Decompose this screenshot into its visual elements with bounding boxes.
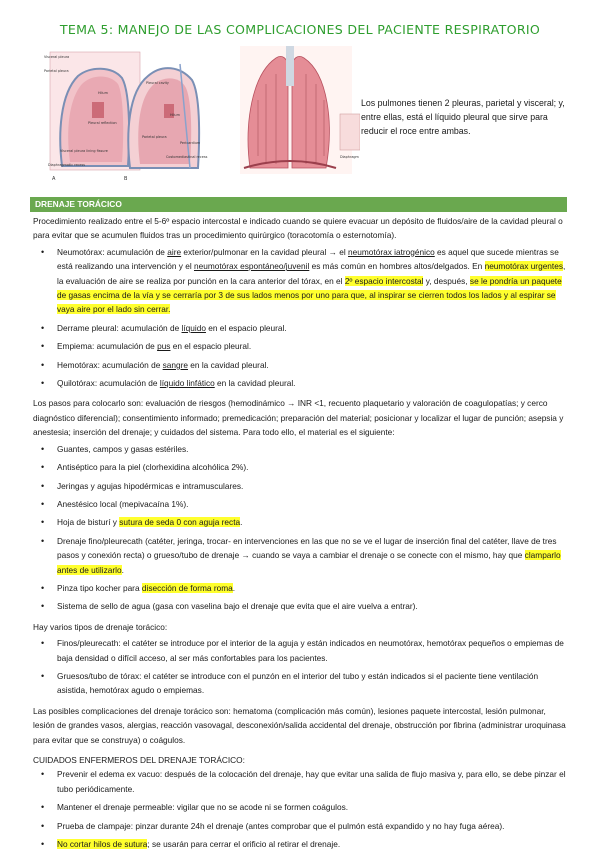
tipos-intro: Hay varios tipos de drenaje torácico:: [33, 621, 168, 632]
cuidado-item: • Mantener el drenaje permeable: vigilar que no se acode ni se formen coágulos.: [41, 802, 349, 813]
pasos-paragraph: Los pasos para colocarlo son: evaluación de riesgos (hemodinámico → INR <1, recuento plaquetario y valoración de coagulopatías; y cerco diagnóstico diferencial); consentimiento informado; premedicación; preparación del material; posicionar y localizar el lugar de punción; asepsia y anestesia; inserción del drenaje; y cuidados del sistema. Para todo ello, el material es el siguiente:: [33, 398, 564, 438]
list-item-empiema: • Empiema: acumulación de pus en el espacio pleural.: [41, 341, 252, 352]
page-title: TEMA 5: MANEJO DE LAS COMPLICACIONES DEL PACIENTE RESPIRATORIO: [59, 22, 541, 37]
label-parietal-pleura-b: Parietal pleura: [142, 135, 167, 139]
label-diaphragmatic-recess: Diaphragmatic recess: [48, 163, 86, 167]
pleura-anatomy-figures: [30, 44, 360, 190]
tipo-item-finos: • Finos/pleurecath: el catéter se introduce por el interior de la aguja y están indicados en neumotórax, hemotórax pequeños o empiemas de baja densidad o difícil acceso, al ser más confortables para los pacientes.: [41, 638, 564, 663]
figure-label-a: A: [52, 176, 56, 182]
cuidado-item: • Prevenir el edema ex vacuo: después de la colocación del drenaje, hay que evitar una salida de flujo masiva y, para ello, se debe pinzar el tubo periódicamente.: [41, 769, 566, 794]
list-item-neumotorax: • Neumotórax: acumulación de aire exterior/pulmonar en la cavidad pleural → el neumotórax iatrogénico es aquel que sucede mientras se está realizando una intervención y el neumotórax espontáneo/juvenil es más común en hombres altos/delgados. En neumotórax urgentes, la evaluación de aire se realiza por punción en la cara anterior del tórax, en el 2º espacio intercostal y, después, se le pondría un paquete de gasas encima de la vía y se cerraría por 3 de sus lados menos por uno para que, al inspirar se cierren todos los lados y al espirar se vaya aire por el lado sin cerrar.: [41, 246, 566, 315]
complicaciones-paragraph: Las posibles complicaciones del drenaje torácico son: hematoma (complicación más común), lesiones paquete intercostal, lesión pulmonar, lesión de grandes vasos, alergias, reacción vasovagal, desconexión/salida accidental del drenaje, obstrucción por fibrina (administrar uroquinasa para evitar que se construya) o coágulos.: [33, 705, 566, 745]
list-item-derrame: • Derrame pleural: acumulación de líquido en el espacio pleural.: [41, 322, 287, 333]
material-item: • Hoja de bisturí y sutura de seda 0 con aguja recta.: [41, 517, 243, 528]
list-item-quilotorax: • Quilotórax: acumulación de líquido linfático en la cavidad pleural.: [41, 378, 296, 389]
materials-list: [33, 442, 566, 614]
neumotorax-list: [33, 245, 566, 391]
label-parietal-pleura: Parietal pleura: [44, 69, 69, 73]
material-item: • Antiséptico para la piel (clorhexidina alcohólica 2%).: [41, 462, 249, 473]
label-hilum: Hilum: [98, 91, 108, 95]
figure-label-b: B: [124, 176, 128, 182]
label-visceral-pleura: Visceral pleura: [44, 55, 70, 59]
drenaje-intro: Procedimiento realizado entre el 5-6º espacio intercostal e indicado cuando se quiere evacuar un depósito de fluidos/aire de la cavidad pleural o para evitar que se acumulen fluidos tras un procedimiento quirúrgico (toracotomía o esternotomía).: [33, 216, 563, 241]
figure-caption: Los pulmones tienen 2 pleuras, parietal y visceral; y, entre ellas, está el líquido pleural que sirve para reducir el roce entre ambas.: [361, 98, 565, 137]
label-pericardium: Pericardium: [180, 141, 201, 145]
cuidados-list: [33, 767, 566, 851]
label-diaphragm: Diaphragm: [340, 155, 359, 159]
material-item: • Drenaje fino/pleurecath (catéter, jeringa, trocar- en intervenciones en las que no se ve el lugar de inserción final del catéter, llave de tres pasos y conexión recta) o grueso/tubo de drenaje → cuando se vaya a cambiar el drenaje o se conecte con el mismo, hay que clamparlo antes de utilizarlo.: [41, 535, 561, 575]
tipo-item-gruesos: • Gruesos/tubo de tórax: el catéter se introduce con el punzón en el interior del tubo y están indicados si el paciente tiene ventilación asistida, hemotórax agudo o empiemas.: [41, 670, 539, 696]
section-heading-drenaje: DRENAJE TORÁCICO: [30, 197, 567, 212]
material-item: • Guantes, campos y gasas estériles.: [41, 443, 189, 454]
cuidado-item: • Prueba de clampaje: pinzar durante 24h el drenaje (antes comprobar que el pulmón está expandido y no hay fuga aérea).: [41, 820, 505, 831]
label-visceral-pleura-lining: Visceral pleura lining fissure: [60, 149, 108, 153]
label-pleural-cavity: Pleural cavity: [146, 81, 169, 85]
material-item: • Pinza tipo kocher para disección de forma roma.: [41, 582, 236, 593]
tipos-list: [33, 636, 566, 698]
label-pleural-reflection: Pleural reflection: [88, 121, 117, 125]
drenaje-section-body: [33, 214, 566, 851]
material-item: • Sistema de sello de agua (gasa con vaselina bajo el drenaje que evita que el aire vuelva a entrar).: [41, 601, 418, 612]
label-hilum-b: Hilum: [170, 113, 180, 117]
cuidado-item: • No cortar hilos de sutura; se usarán para cerrar el orificio al retirar el drenaje.: [41, 839, 341, 850]
material-item: • Anestésico local (mepivacaína 1%).: [41, 498, 189, 509]
label-costomediastinal: Costomediastinal recess: [166, 155, 208, 159]
list-item-hemotorax: • Hemotórax: acumulación de sangre en la cavidad pleural.: [41, 359, 269, 370]
cuidados-heading: CUIDADOS ENFERMEROS DEL DRENAJE TORÁCICO:: [33, 755, 245, 765]
material-item: • Jeringas y agujas hipodérmicas e intramusculares.: [41, 480, 244, 491]
